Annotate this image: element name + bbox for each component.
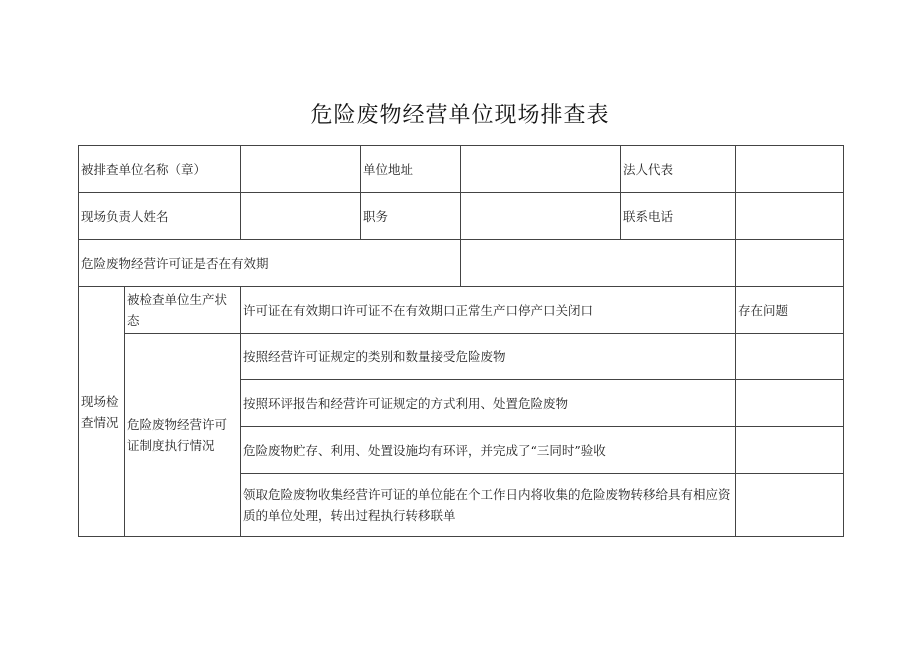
phone-field[interactable]	[736, 193, 844, 240]
page-title: 危险废物经营单位现场排查表	[310, 103, 610, 128]
person-label: 现场负责人姓名	[79, 193, 241, 240]
check-item: 领取危险废物收集经营许可证的单位能在个工作日内将收集的危险废物转移给具有相应资质的单位处理，转出过程执行转移联单	[241, 474, 736, 537]
status-label: 被检查单位生产状态	[125, 287, 241, 334]
legal-rep-label: 法人代表	[621, 146, 736, 193]
person-field[interactable]	[241, 193, 361, 240]
issue-field[interactable]	[736, 334, 844, 380]
table-row	[79, 240, 844, 287]
check-item: 按照环评报告和经营许可证规定的方式利用、处置危险废物	[241, 380, 736, 427]
issue-field[interactable]	[736, 427, 844, 474]
check-item: 危险废物贮存、利用、处置设施均有环评，并完成了“三同时”验收	[241, 427, 736, 474]
status-options: 许可证在有效期口许可证不在有效期口正常生产口停产口关闭口	[241, 287, 736, 334]
issues-label: 存在问题	[736, 287, 844, 334]
section-label: 现场检查情况	[79, 287, 125, 537]
position-field[interactable]	[461, 193, 621, 240]
issue-field[interactable]	[736, 380, 844, 427]
execution-label: 危险废物经营许可证制度执行情况	[125, 334, 241, 537]
table-row	[79, 334, 844, 380]
table-row	[79, 146, 844, 193]
issue-field[interactable]	[736, 474, 844, 537]
license-extra-field[interactable]	[736, 240, 844, 287]
inspection-table	[78, 145, 844, 537]
license-field[interactable]	[461, 240, 736, 287]
phone-label: 联系电话	[621, 193, 736, 240]
address-label: 单位地址	[361, 146, 461, 193]
unit-name-field[interactable]	[241, 146, 361, 193]
check-item: 按照经营许可证规定的类别和数量接受危险废物	[241, 334, 736, 380]
unit-name-label: 被排查单位名称（章）	[79, 146, 241, 193]
table-row	[79, 287, 844, 334]
license-label: 危险废物经营许可证是否在有效期	[79, 240, 461, 287]
legal-rep-field[interactable]	[736, 146, 844, 193]
address-field[interactable]	[461, 146, 621, 193]
position-label: 职务	[361, 193, 461, 240]
table-row	[79, 193, 844, 240]
